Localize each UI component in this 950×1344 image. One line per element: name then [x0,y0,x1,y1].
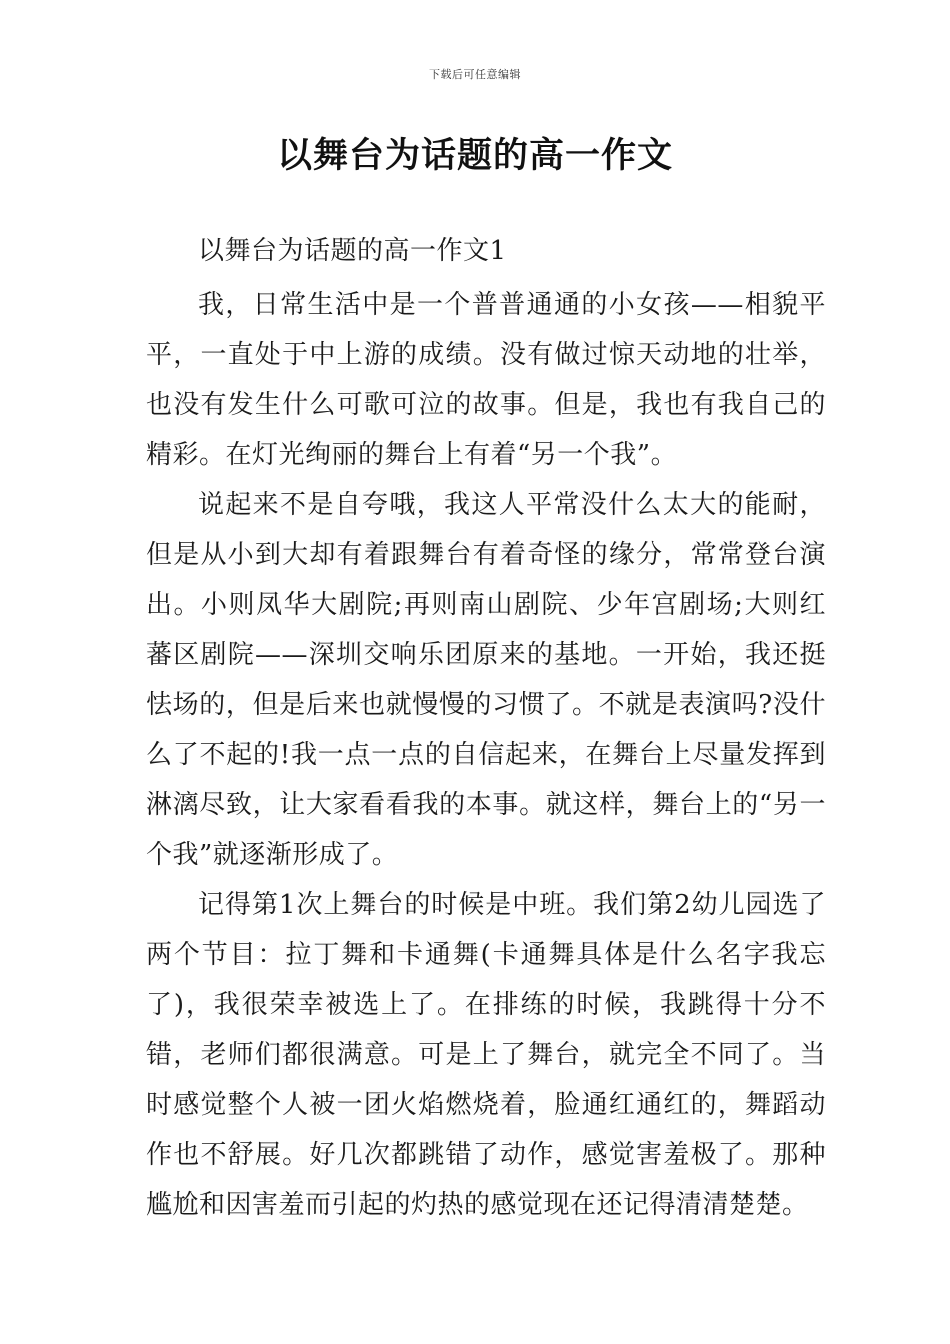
document-body [146,226,826,1230]
paragraph: 记得第1次上舞台的时候是中班。我们第2幼儿园选了两个节目：拉丁舞和卡通舞(卡通舞具体是什么名字我忘了)，我很荣幸被选上了。在排练的时候，我跳得十分不错，老师们都很满意。可是上了舞台，就完全不同了。当时感觉整个人被一团火焰燃烧着，脸通红通红的，舞蹈动作也不舒展。好几次都跳错了动作，感觉害羞极了。那种尴尬和因害羞而引起的灼热的感觉现在还记得清清楚楚。 [146,890,826,1220]
page-title: 以舞台为话题的高一作文 [276,136,673,176]
paragraph: 说起来不是自夸哦，我这人平常没什么太大的能耐，但是从小到大却有着跟舞台有着奇怪的缘分，常常登台演出。小则凤华大剧院;再则南山剧院、少年宫剧场;大则红蕃区剧院——深圳交响乐团原来的基地。一开始，我还挺怯场的，但是后来也就慢慢的习惯了。不就是表演吗?没什么了不起的!我一点一点的自信起来，在舞台上尽量发挥到淋漓尽致，让大家看看我的本事。就这样，舞台上的“另一个我”就逐渐形成了。 [146,490,826,870]
paragraph: 我，日常生活中是一个普普通通的小女孩——相貌平平，一直处于中上游的成绩。没有做过惊天动地的壮举，也没有发生什么可歌可泣的故事。但是，我也有我自己的精彩。在灯光绚丽的舞台上有着“另一个我”。 [146,290,826,470]
header-note: 下载后可任意编辑 [429,68,521,81]
essay-subtitle: 以舞台为话题的高一作文1 [198,236,507,266]
